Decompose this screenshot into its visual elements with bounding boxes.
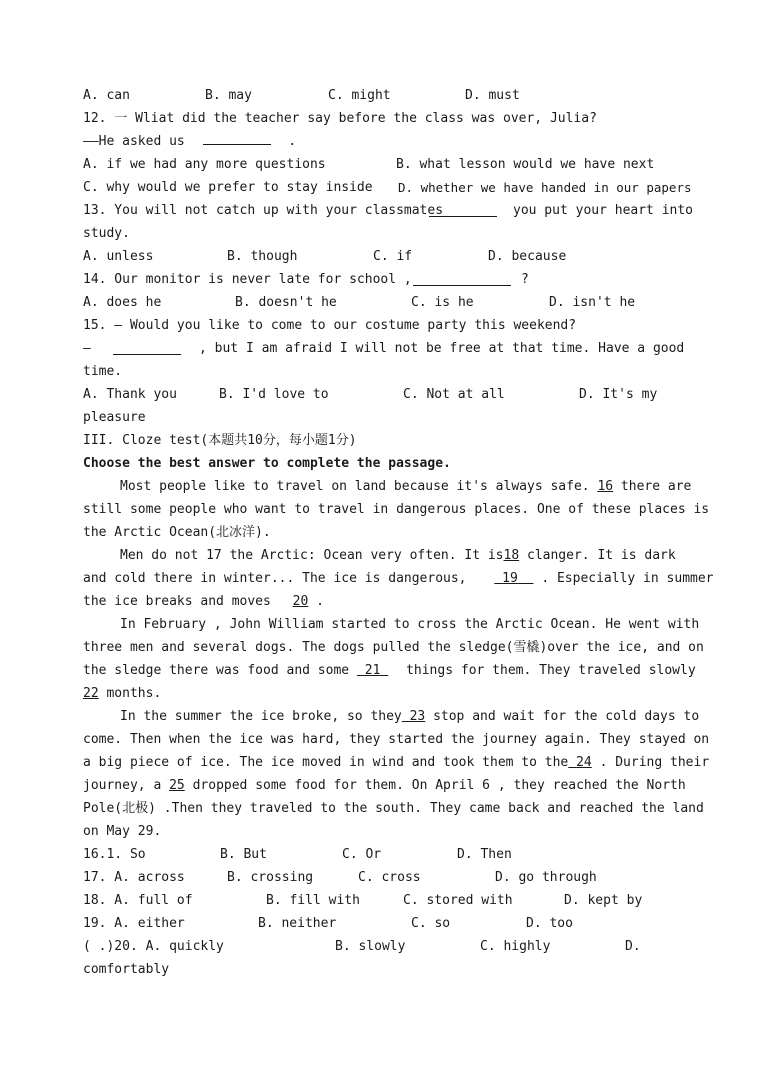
blank-20: 20 <box>292 594 309 609</box>
blank-19-number: 19 <box>502 571 518 586</box>
q16-options <box>83 843 679 866</box>
q13-stem-cont <box>83 222 679 245</box>
q12-option-a: A. if we had any more questions <box>83 157 326 172</box>
q12-stem-text: 12. 一 Wliat did the teacher say before the class was over, Julia? <box>83 111 597 126</box>
q18-options <box>83 889 679 912</box>
q20-option-b: B. slowly <box>335 939 406 954</box>
passage-text: there are <box>620 479 692 494</box>
q17-option-b: B. crossing <box>227 870 314 885</box>
blank-24-number: 24 <box>576 755 592 770</box>
q12-option-d: D. whether we have handed in our papers <box>398 180 692 195</box>
passage-text: . Especially in summer <box>541 571 714 586</box>
passage-text: stop and wait for the cold days to <box>433 709 700 724</box>
q15-blank <box>113 340 181 355</box>
passage-text: come. Then when the ice was hard, they started the journey again. They stayed on <box>83 732 710 747</box>
section-instruction-text: Choose the best answer to complete the passage. <box>83 456 451 471</box>
q18-option-d: D. kept by <box>564 893 643 908</box>
passage-p2-line3 <box>83 590 679 613</box>
q11-options <box>83 84 679 107</box>
section-heading-text: III. Cloze test(本题共10分，每小题1分) <box>83 433 357 448</box>
q13-stem-b: you put your heart into <box>513 203 694 218</box>
q15-stem-text: 15. — Would you like to come to our costume party this weekend? <box>83 318 577 333</box>
q18-option-c: C. stored with <box>403 893 513 908</box>
passage-p4-line6 <box>83 820 679 843</box>
q14-stem-line <box>83 268 679 291</box>
q14-blank <box>413 271 511 286</box>
passage-p3-line3 <box>83 659 696 682</box>
passage-text: Most people like to travel on land because it's always safe. <box>120 479 590 494</box>
q11-option-c: C. might <box>328 88 391 103</box>
q12-option-c: C. why would we prefer to stay inside <box>83 180 373 195</box>
q17-options <box>83 866 679 889</box>
q15-reply-c: time. <box>83 364 123 379</box>
passage-p4-line4 <box>83 774 686 797</box>
q13-blank <box>429 202 497 217</box>
q16-option-d: D. Then <box>457 847 512 862</box>
q12-option-b: B. what lesson would we have next <box>396 157 655 172</box>
q20-option-d-cont-text: comfortably <box>83 962 170 977</box>
q14-option-d: D. isn't he <box>549 295 636 310</box>
passage-text: a big piece of ice. The ice moved in wind and took them to the <box>83 755 569 770</box>
q15-option-a: A. Thank you <box>83 387 177 402</box>
q13-option-a: A. unless <box>83 249 154 264</box>
q15-reply-cont <box>83 360 679 383</box>
blank-18: 18 <box>503 548 520 563</box>
passage-p3-line1 <box>83 613 700 636</box>
q13-options <box>83 245 679 268</box>
passage-text: clanger. It is dark <box>527 548 676 563</box>
q14-stem-b: ? <box>521 272 529 287</box>
q14-option-c: C. is he <box>411 295 474 310</box>
passage-text: things for them. They traveled slowly <box>406 663 696 678</box>
q20-options <box>83 935 679 958</box>
passage-p4-line3 <box>83 751 710 774</box>
passage-text: Men do not 17 the Arctic: Ocean very often. It is <box>120 548 504 563</box>
q15-option-d-cont-text: pleasure <box>83 410 146 425</box>
passage-p3-line2 <box>83 636 704 659</box>
passage-text: on May 29. <box>83 824 162 839</box>
q11-option-a: A. can <box>83 88 130 103</box>
q17-option-a: 17. A. across <box>83 870 185 885</box>
passage-p1-line2 <box>83 498 710 521</box>
q14-option-b: B. doesn't he <box>235 295 337 310</box>
blank-16: 16 <box>597 479 614 494</box>
passage-p2-line2 <box>83 567 714 590</box>
passage-p4-line2 <box>83 728 710 751</box>
q16-option-a: 16.1. So <box>83 847 146 862</box>
passage-text: three men and several dogs. The dogs pulled the sledge(雪橇)over the ice, and on <box>83 640 704 655</box>
q11-option-d: D. must <box>465 88 520 103</box>
passage-text: . During their <box>599 755 710 770</box>
document-page <box>83 84 714 981</box>
q15-reply-dash: — <box>83 341 91 356</box>
q13-stem-c: study. <box>83 226 130 241</box>
passage-text: still some people who want to travel in dangerous places. One of these places is <box>83 502 710 517</box>
q12-answer-prefix: ——He asked us <box>83 134 185 149</box>
blank-23-number: 23 <box>409 709 426 724</box>
q15-options <box>83 383 679 406</box>
blank-19 <box>494 571 533 586</box>
q19-options <box>83 912 679 935</box>
passage-text: In February , John William started to cross the Arctic Ocean. He went with <box>120 617 700 632</box>
passage-p1-line1 <box>83 475 692 498</box>
blank-23 <box>402 709 425 724</box>
q13-option-d: D. because <box>488 249 567 264</box>
q12-blank <box>203 130 271 145</box>
q12-answer-suffix: . <box>288 134 297 149</box>
blank-21 <box>357 663 388 678</box>
section-instruction <box>83 452 679 475</box>
q15-option-d: D. It's my <box>579 387 658 402</box>
passage-text: the sledge there was food and some <box>83 663 350 678</box>
passage-p4-line1 <box>83 705 700 728</box>
q20-option-c: C. highly <box>480 939 551 954</box>
q13-stem-a: 13. You will not catch up with your classmates <box>83 203 444 218</box>
passage-p3-line4 <box>83 682 679 705</box>
q19-option-a: 19. A. either <box>83 916 185 931</box>
q17-option-c: C. cross <box>358 870 421 885</box>
q13-stem-line <box>83 199 694 222</box>
q19-option-d: D. too <box>526 916 573 931</box>
q18-option-a: 18. A. full of <box>83 893 193 908</box>
passage-text: Pole(北极) .Then they traveled to the south. They came back and reached the land <box>83 801 704 816</box>
q12-options-row1 <box>83 153 679 176</box>
passage-p2-line1 <box>83 544 679 567</box>
passage-p1-line3 <box>83 521 679 544</box>
q12-options-row2 <box>83 176 692 199</box>
q15-option-c: C. Not at all <box>403 387 505 402</box>
passage-text: In the summer the ice broke, so they <box>120 709 402 724</box>
blank-22: 22 <box>83 686 99 701</box>
q20-option-d-cont <box>83 958 679 981</box>
q19-option-b: B. neither <box>258 916 337 931</box>
passage-text: dropped some food for them. On April 6 , they reached the North <box>192 778 686 793</box>
passage-p4-line5 <box>83 797 704 820</box>
q15-stem <box>83 314 679 337</box>
q13-option-c: C. if <box>373 249 413 264</box>
q17-option-d: D. go through <box>495 870 597 885</box>
passage-text: the Arctic Ocean(北冰洋). <box>83 525 271 540</box>
q14-stem-a: 14. Our monitor is never late for school , <box>83 272 412 287</box>
q12-stem <box>83 107 679 130</box>
q19-option-c: C. so <box>411 916 451 931</box>
q15-option-b: B. I'd love to <box>219 387 329 402</box>
q15-reply-line <box>83 337 685 360</box>
q11-option-b: B. may <box>205 88 252 103</box>
q12-answer-line <box>83 130 679 153</box>
q20-option-d: D. <box>625 939 641 954</box>
q14-option-a: A. does he <box>83 295 162 310</box>
q18-option-b: B. fill with <box>266 893 360 908</box>
section-heading <box>83 429 679 452</box>
q14-options <box>83 291 679 314</box>
passage-text: and cold there in winter... The ice is dangerous, <box>83 571 467 586</box>
passage-text: the ice breaks and moves <box>83 594 271 609</box>
q20-option-a: ( .)20. A. quickly <box>83 939 224 954</box>
passage-text: journey, a <box>83 778 162 793</box>
q13-option-b: B. though <box>227 249 298 264</box>
q15-option-d-cont <box>83 406 679 429</box>
blank-21-number: 21 <box>364 663 381 678</box>
blank-25: 25 <box>169 778 185 793</box>
blank-24 <box>568 755 591 770</box>
q16-option-c: C. Or <box>342 847 382 862</box>
passage-text: months. <box>106 686 162 701</box>
q16-option-b: B. But <box>220 847 267 862</box>
q15-reply-b: , but I am afraid I will not be free at that time. Have a good <box>199 341 685 356</box>
passage-text: . <box>316 594 324 609</box>
